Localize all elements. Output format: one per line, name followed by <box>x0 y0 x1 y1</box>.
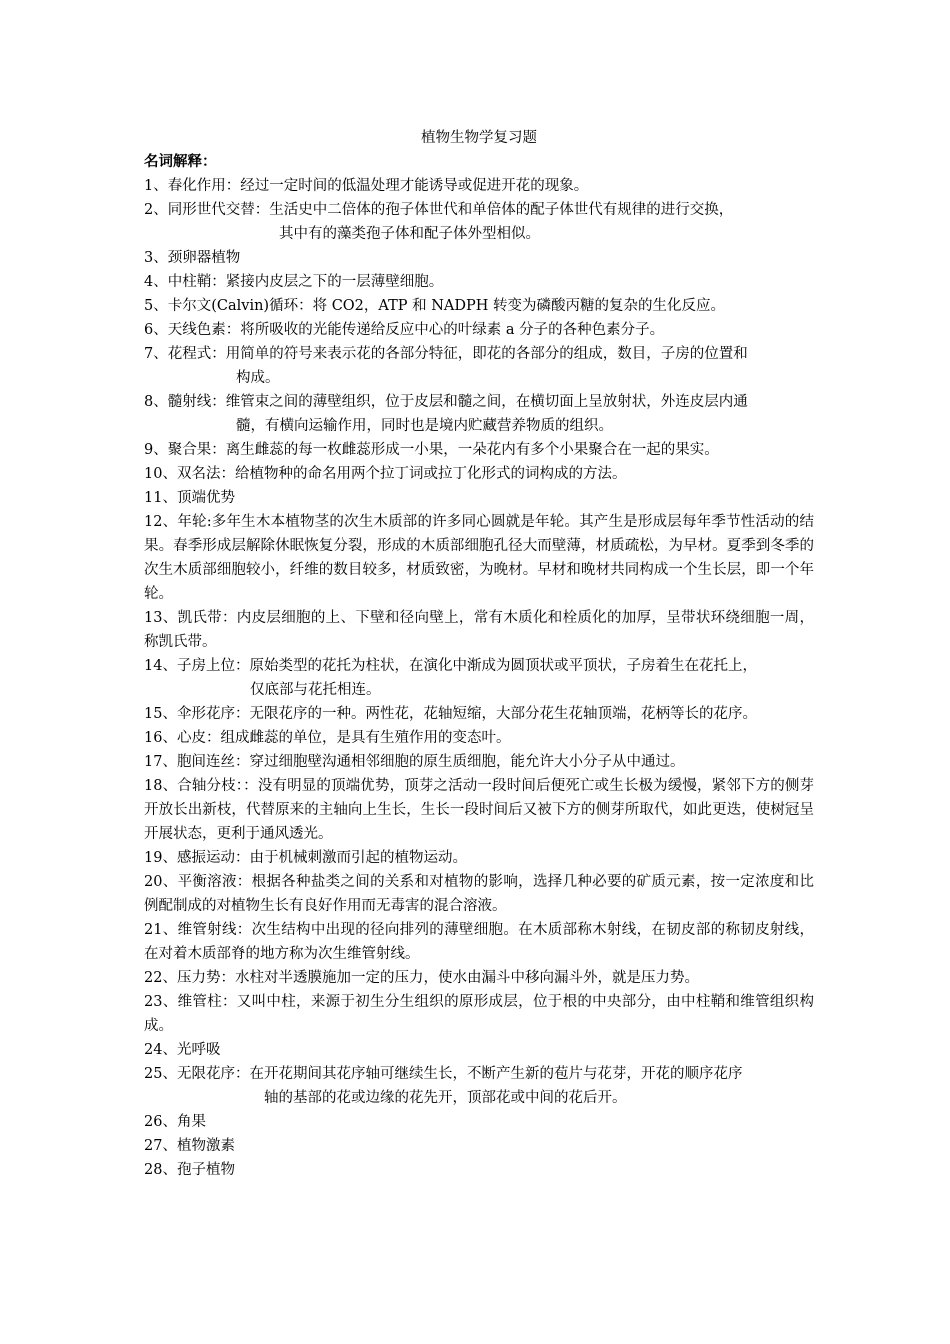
entry-text: 8、髓射线：维管束之间的薄壁组织，位于皮层和髓之间，在横切面上呈放射状，外连皮层内通 <box>144 394 748 410</box>
list-item: 23、维管柱：又叫中柱，来源于初生分生组织的原形成层，位于根的中央部分，由中柱鞘和维管组织构成。 <box>144 994 814 1034</box>
list-item: 16、心皮：组成雌蕊的单位，是具有生殖作用的变态叶。 <box>144 730 511 746</box>
entry-text: 7、花程式：用简单的符号来表示花的各部分特征，即花的各部分的组成，数目，子房的位置和 <box>144 346 748 362</box>
list-item: 24、光呼吸 <box>144 1042 221 1058</box>
document-page <box>144 126 814 1182</box>
list-item: 15、伞形花序：无限花序的一种。两性花，花轴短缩，大部分花生花轴顶端，花柄等长的花序。 <box>144 706 757 722</box>
list-item: 18、合轴分枝：：没有明显的顶端优势，顶芽之活动一段时间后便死亡或生长极为缓慢，紧邻下方的侧芽开放长出新枝，代替原来的主轴向上生长，生长一段时间后又被下方的侧芽所取代，如此更迭，使树冠呈开展状态，更利于通风透光。 <box>144 778 814 842</box>
list-item: 12、年轮:多年生木本植物茎的次生木质部的许多同心圆就是年轮。其产生是形成层每年季节性活动的结果。春季形成层解除休眠恢复分裂，形成的木质部细胞孔径大而壁薄，材质疏松，为早材。夏季到冬季的次生木质部细胞较小，纤维的数目较多，材质致密，为晚材。早材和晚材共同构成一个生长层，即一个年轮。 <box>144 514 814 602</box>
entry-continuation: 轴的基部的花或边缘的花先开，顶部花或中间的花后开。 <box>264 1090 627 1106</box>
entry-continuation: 仅底部与花托相连。 <box>250 682 381 698</box>
list-item: 17、胞间连丝：穿过细胞壁沟通相邻细胞的原生质细胞，能允许大小分子从中通过。 <box>144 754 685 770</box>
entry-continuation: 髓，有横向运输作用，同时也是境内贮藏营养物质的组织。 <box>236 418 613 434</box>
list-item <box>144 390 814 438</box>
list-item: 26、角果 <box>144 1114 206 1130</box>
list-item: 28、孢子植物 <box>144 1162 235 1178</box>
list-item <box>144 342 814 390</box>
list-item: 13、凯氏带：内皮层细胞的上、下壁和径向壁上，常有木质化和栓质化的加厚，呈带状环绕细胞一周，称凯氏带。 <box>144 610 814 650</box>
list-item: 19、感振运动：由于机械刺激而引起的植物运动。 <box>144 850 467 866</box>
list-item: 6、天线色素：将所吸收的光能传递给反应中心的叶绿素 a 分子的各种色素分子。 <box>144 322 665 338</box>
list-item <box>144 198 814 246</box>
list-item: 10、双名法：给植物种的命名用两个拉丁词或拉丁化形式的词构成的方法。 <box>144 466 627 482</box>
list-item <box>144 1062 814 1110</box>
list-item: 3、颈卵器植物 <box>144 250 241 266</box>
list-item: 5、卡尔文(Calvin)循环：将 CO2，ATP 和 NADPH 转变为磷酸丙糖的复杂的生化反应。 <box>144 298 726 314</box>
entry-continuation: 构成。 <box>236 370 280 386</box>
entry-text: 25、无限花序：在开花期间其花序轴可继续生长，不断产生新的苞片与花芽，开花的顺序花序 <box>144 1066 743 1082</box>
list-item: 22、压力势：水柱对半透膜施加一定的压力，使水由漏斗中移向漏斗外，就是压力势。 <box>144 970 699 986</box>
entry-text: 14、子房上位：原始类型的花托为柱状，在演化中渐成为圆顶状或平顶状，子房着生在花托上， <box>144 658 757 674</box>
list-item <box>144 654 814 702</box>
section-heading: 名词解释： <box>144 153 217 170</box>
entry-text: 2、同形世代交替：生活史中二倍体的孢子体世代和单倍体的配子体世代有规律的进行交换， <box>144 202 734 218</box>
list-item: 21、维管射线：次生结构中出现的径向排列的薄壁细胞。在木质部称木射线，在韧皮部的称韧皮射线，在对着木质部脊的地方称为次生维管射线。 <box>144 922 814 962</box>
list-item: 20、平衡溶液：根据各种盐类之间的关系和对植物的影响，选择几种必要的矿质元素，按一定浓度和比例配制成的对植物生长有良好作用而无毒害的混合溶液。 <box>144 874 814 914</box>
entry-continuation: 其中有的藻类孢子体和配子体外型相似。 <box>279 226 540 242</box>
document-title: 植物生物学复习题 <box>421 130 537 146</box>
list-item: 9、聚合果：离生雌蕊的每一枚雌蕊形成一小果，一朵花内有多个小果聚合在一起的果实。 <box>144 442 719 458</box>
list-item: 11、顶端优势 <box>144 490 235 506</box>
list-item: 1、春化作用：经过一定时间的低温处理才能诱导或促进开花的现象。 <box>144 178 589 194</box>
list-item: 4、中柱鞘：紧接内皮层之下的一层薄壁细胞。 <box>144 274 444 290</box>
list-item: 27、植物激素 <box>144 1138 235 1154</box>
